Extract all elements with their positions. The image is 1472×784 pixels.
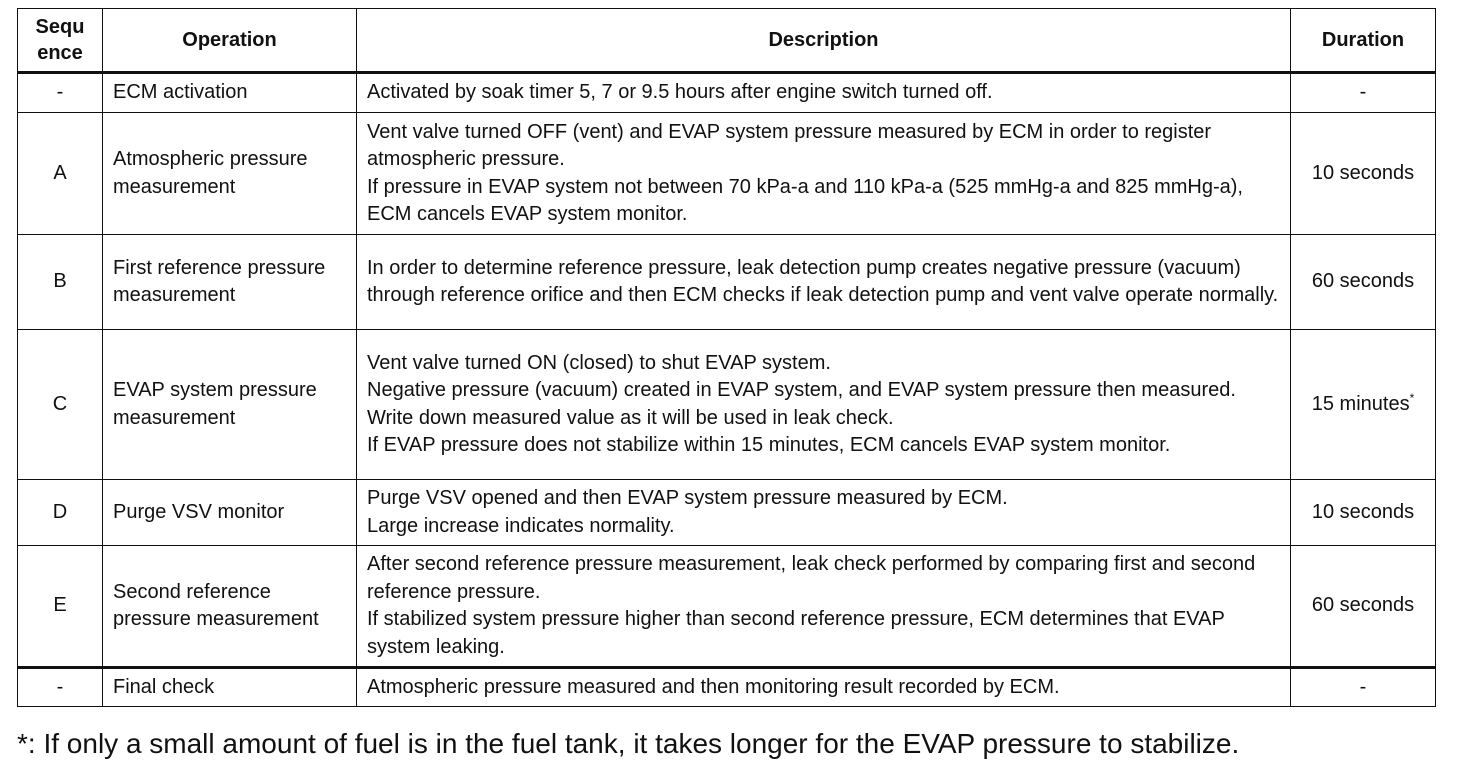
duration-cell: - [1291,668,1436,707]
header-row [18,9,1436,73]
description-cell [357,480,1291,546]
footnote-marker: * [1409,390,1415,405]
operation-cell: Atmospheric pressure measurement [103,113,357,235]
duration-cell: 60 seconds [1291,235,1436,330]
description-line: Write down measured value as it will be used in leak check. [367,406,894,429]
table-row [18,330,1436,480]
table-row [18,113,1436,235]
description-cell [357,668,1291,707]
header-sequence-line2: ence [37,42,83,64]
duration-cell [1291,330,1436,480]
description-line: Atmospheric pressure measured and then monitoring result recorded by ECM. [367,675,1060,698]
header-sequence [18,9,103,73]
table-row [18,73,1436,113]
description-line: If pressure in EVAP system not between 70 kPa-a and 110 kPa-a (525 mmHg-a and 825 mmHg-a), ECM cancels EVAP system monitor. [367,175,1243,225]
operation-cell: EVAP system pressure measurement [103,330,357,480]
sequence-cell: C [18,330,103,480]
header-duration: Duration [1291,9,1436,73]
header-description: Description [357,9,1291,73]
description-line: If stabilized system pressure higher than second reference pressure, ECM determines that EVAP system leaking. [367,608,1225,658]
table-row [18,480,1436,546]
footnote: *: If only a small amount of fuel is in the fuel tank, it takes longer for the EVAP pressure to stabilize. [17,728,1240,759]
description-line: Activated by soak timer 5, 7 or 9.5 hours after engine switch turned off. [367,81,993,104]
duration-cell: 60 seconds [1291,546,1436,668]
description-line: Purge VSV opened and then EVAP system pressure measured by ECM. [367,487,1008,509]
sequence-cell: - [18,73,103,113]
sequence-cell: A [18,113,103,235]
description-line: In order to determine reference pressure, leak detection pump creates negative pressure (vacuum) through reference orifice and then ECM checks if leak detection pump and vent valve operate normally. [367,256,1279,306]
sequence-cell: E [18,546,103,668]
operation-cell: ECM activation [103,73,357,113]
header-operation: Operation [103,9,357,73]
description-line: Vent valve turned OFF (vent) and EVAP system pressure measured by ECM in order to register atmospheric pressure. [367,120,1212,170]
sequence-cell: - [18,668,103,707]
description-line: Negative pressure (vacuum) created in EVAP system, and EVAP system pressure then measured. [367,379,1236,401]
description-line: Vent valve turned ON (closed) to shut EVAP system. [367,351,831,374]
duration-value: 15 minutes [1311,392,1410,415]
description-line: If EVAP pressure does not stabilize within 15 minutes, ECM cancels EVAP system monitor. [367,434,1171,456]
operation-cell: Second reference pressure measurement [103,546,357,668]
sequence-cell: B [18,235,103,330]
description-cell [357,113,1291,235]
duration-cell: 10 seconds [1291,480,1436,546]
duration-cell: 10 seconds [1291,113,1436,235]
evap-monitor-table [17,8,1436,707]
operation-cell: Final check [103,668,357,707]
description-line: Large increase indicates normality. [367,514,675,537]
description-cell [357,235,1291,330]
table-row [18,546,1436,668]
header-sequence-line1: Sequ [35,16,85,38]
description-cell [357,330,1291,480]
duration-cell: - [1291,73,1436,113]
operation-cell: Purge VSV monitor [103,480,357,546]
description-cell [357,73,1291,113]
operation-cell: First reference pressure measurement [103,235,357,330]
description-line: After second reference pressure measurement, leak check performed by comparing first and second reference pressure. [367,553,1256,603]
sequence-cell: D [18,480,103,546]
table-row [18,668,1436,707]
description-cell [357,546,1291,668]
table-row [18,235,1436,330]
